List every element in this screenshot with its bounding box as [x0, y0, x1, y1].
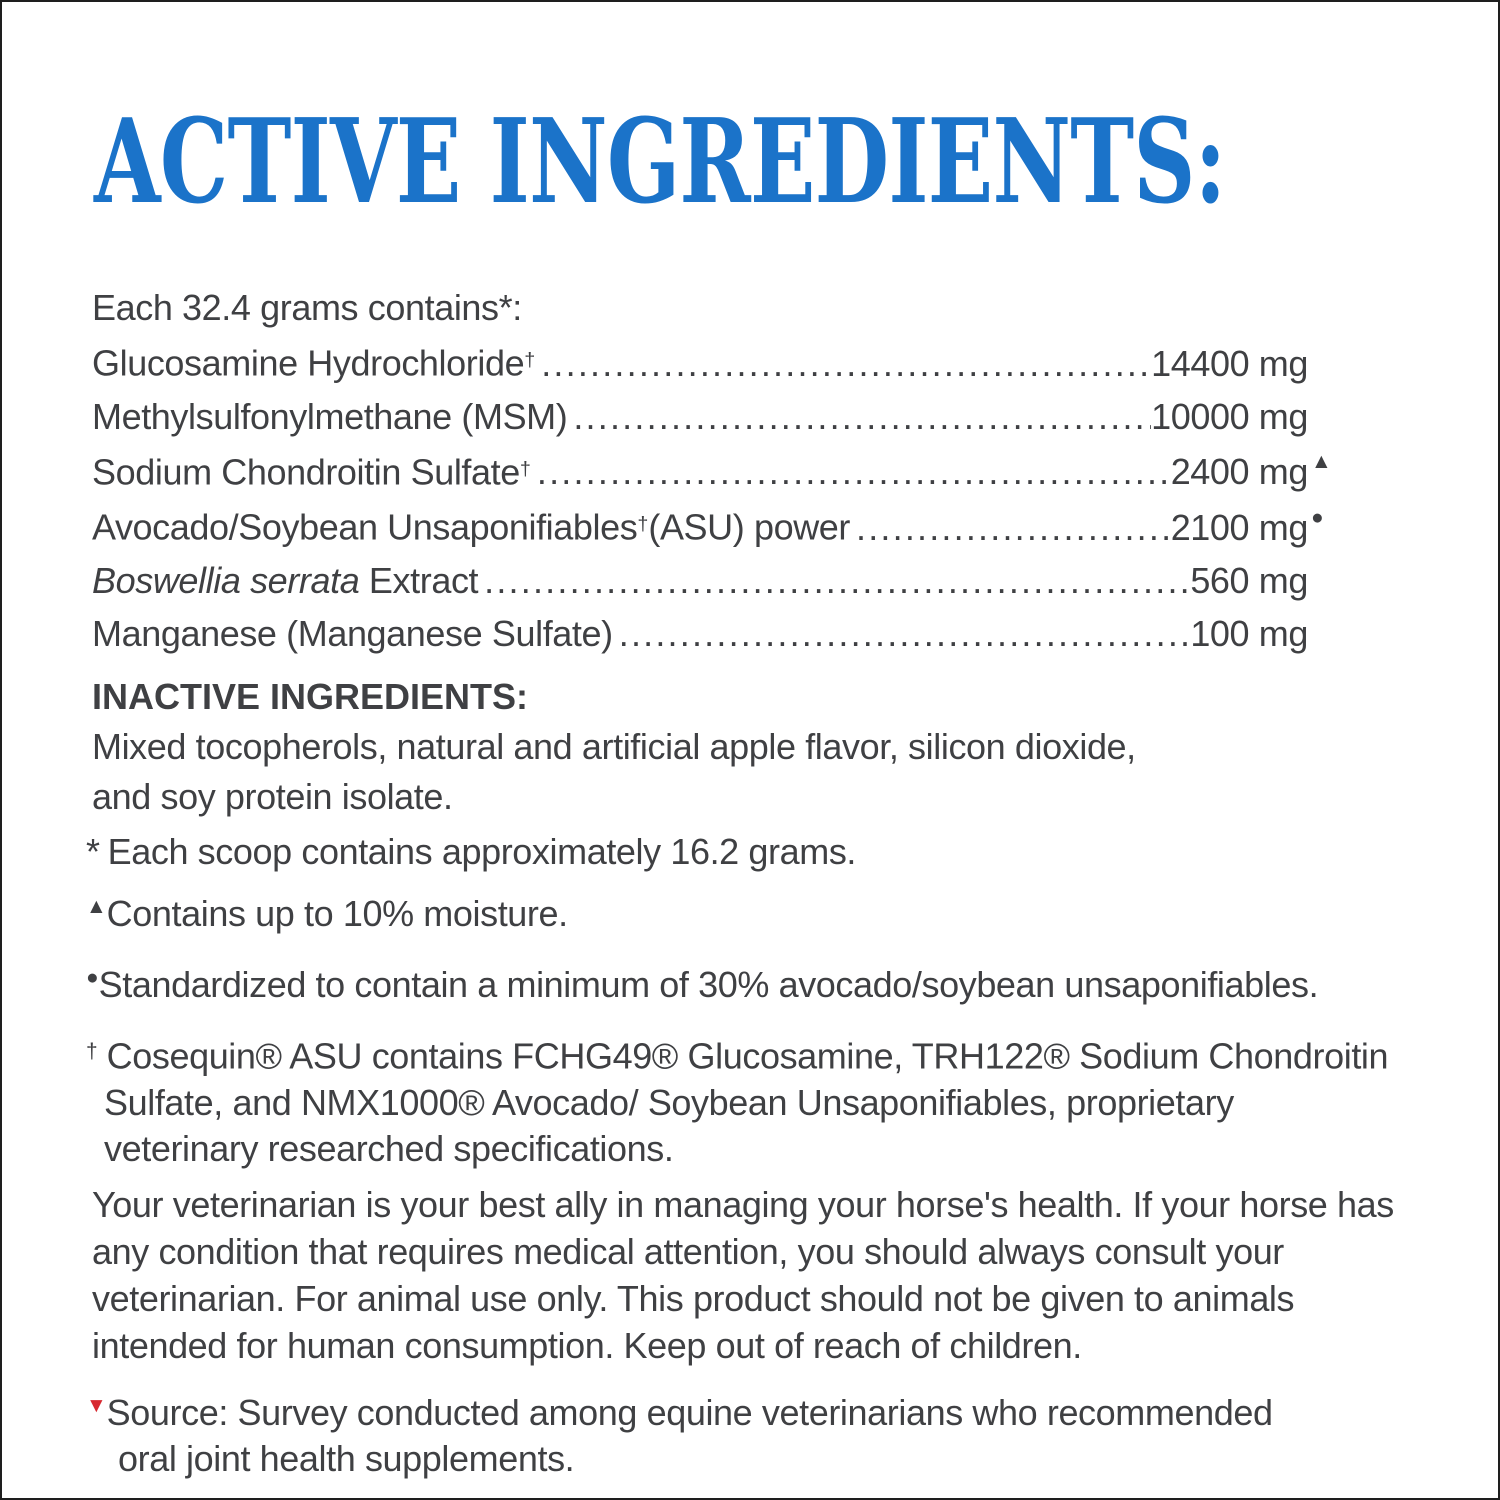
ingredient-name: Manganese (Manganese Sulfate): [92, 612, 613, 654]
disclaimer-line: any condition that requires medical attention, you should always consult your: [92, 1230, 1284, 1272]
veterinarian-disclaimer: [92, 1181, 1438, 1369]
inactive-ingredients-line: and soy protein isolate.: [92, 775, 453, 817]
ingredient-amount: 10000 mg: [1151, 395, 1308, 437]
page-title: ACTIVE INGREDIENTS:: [94, 94, 1226, 230]
footnote-text: veterinary researched specifications.: [104, 1127, 674, 1169]
source-text: oral joint health supplements.: [118, 1437, 575, 1479]
footnote-text: Cosequin® ASU contains FCHG49® Glucosamine, TRH122® Sodium Chondroitin: [106, 1035, 1389, 1077]
disclaimer-line: intended for human consumption. Keep out of reach of children.: [92, 1324, 1082, 1366]
asu-footnote-marker: ●: [1311, 505, 1324, 529]
disclaimer-line: Your veterinarian is your best ally in managing your horse's health. If your horse has: [92, 1183, 1394, 1225]
dot-leader: [537, 445, 1171, 498]
footnote-asu-standardized: [86, 953, 1438, 1010]
footnote-text: Sulfate, and NMX1000® Avocado/ Soybean Unsaponifiables, proprietary: [104, 1081, 1234, 1123]
ingredient-amount: 2100 mg ●: [1170, 505, 1324, 548]
dot-leader: [573, 390, 1151, 443]
footnote-text: Standardized to contain a minimum of 30% avocado/soybean unsaponifiables.: [98, 964, 1319, 1006]
ingredients-label: [2, 2, 1498, 1482]
ingredient-name: Methylsulfonylmethane (MSM): [92, 395, 568, 437]
asterisk-marker: *: [86, 830, 100, 872]
dot-leader: [619, 607, 1191, 660]
dagger-footnote-marker: †: [524, 349, 536, 371]
ingredient-name: Sodium Chondroitin Sulfate†: [92, 451, 531, 492]
source-note: [86, 1383, 1438, 1482]
ingredient-amount: 14400 mg: [1151, 342, 1308, 384]
dot-leader: [484, 554, 1190, 607]
ingredient-row-msm: [92, 390, 1308, 443]
ingredient-row-manganese: [92, 607, 1308, 660]
source-text: Source: Survey conducted among equine veterinarians who recommended: [106, 1391, 1273, 1433]
ingredient-row-glucosamine: [92, 334, 1308, 390]
triangle-up-marker: ▲: [86, 894, 107, 918]
ingredient-amount: 2400 mg ▲: [1170, 450, 1332, 492]
inactive-ingredients-section: [92, 672, 1438, 822]
footnote-scoop: [86, 827, 1438, 877]
disclaimer-line: veterinarian. For animal use only. This product should not be given to animals: [92, 1277, 1295, 1319]
inactive-ingredients-line: Mixed tocopherols, natural and artificial apple flavor, silicon dioxide,: [92, 725, 1136, 767]
dagger-footnote-marker: †: [519, 457, 531, 480]
footnote-text: Contains up to 10% moisture.: [106, 892, 568, 934]
triangle-down-marker: ▼: [86, 1393, 107, 1417]
ingredient-name-latin: Boswellia serrata: [92, 559, 360, 601]
ingredient-row-asu: [92, 498, 1324, 554]
footnote-text: Each scoop contains approximately 16.2 grams.: [107, 830, 857, 872]
serving-size-line: Each 32.4 grams contains*:: [92, 287, 522, 328]
footnote-trademarks: [86, 1029, 1438, 1171]
ingredient-row-chondroitin: [92, 443, 1332, 499]
dot-leader: [856, 501, 1171, 554]
dagger-footnote-marker: †: [637, 513, 649, 535]
moisture-footnote-marker: ▲: [1311, 450, 1332, 473]
dot-leader: [541, 337, 1151, 390]
ingredient-name: Avocado/Soybean Unsaponifiables†(ASU) power: [92, 506, 851, 548]
active-ingredients-panel: [92, 281, 1332, 660]
ingredient-name: Boswellia serrata Extract: [92, 559, 479, 601]
footnote-moisture: [86, 882, 1438, 939]
inactive-ingredients-heading: INACTIVE INGREDIENTS:: [92, 675, 529, 717]
ingredient-amount: 100 mg: [1190, 612, 1308, 654]
ingredient-row-boswellia: [92, 554, 1308, 607]
dagger-marker: †: [86, 1040, 98, 1064]
ingredient-name: Glucosamine Hydrochloride†: [92, 342, 536, 384]
circle-marker: ●: [86, 966, 99, 990]
ingredient-amount: 560 mg: [1190, 559, 1308, 601]
